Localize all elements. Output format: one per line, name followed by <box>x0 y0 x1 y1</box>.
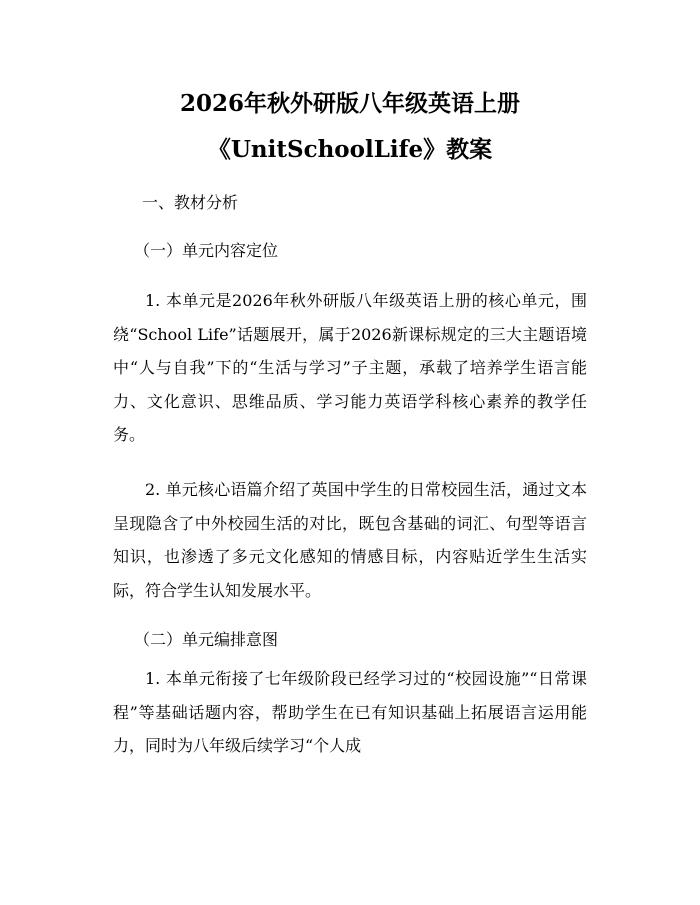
section-heading-textbook-analysis: 一、教材分析 <box>142 193 239 212</box>
subsection-heading-unit-arrangement: （二）单元编排意图 <box>134 630 279 649</box>
paragraph-unit-positioning-1: 1. 本单元是2026年秋外研版八年级英语上册的核心单元，围绕“School Life”话题展开，属于2026新课标规定的三大主题语境中“人与自我”下的“生活与学习”子主题，承载了培养学生语言能力、文化意识、思维品质、学习能力英语学科核心素养的教学任务。 <box>113 291 587 444</box>
paragraph-unit-positioning-2: 2. 单元核心语篇介绍了英国中学生的日常校园生活，通过文本呈现隐含了中外校园生活的对比，既包含基础的词汇、句型等语言知识，也渗透了多元文化感知的情感目标，内容贴近学生生活实际，符合学生认知发展水平。 <box>113 480 587 600</box>
subsection-heading-unit-positioning: （一）单元内容定位 <box>134 241 279 260</box>
document-title-line1: 2026年秋外研版八年级英语上册 <box>179 90 520 117</box>
document-title-line2: 《UnitSchoolLife》教案 <box>207 136 493 163</box>
paragraph-unit-arrangement-1: 1. 本单元衔接了七年级阶段已经学习过的“校园设施”“日常课程”等基础话题内容，帮助学生在已有知识基础上拓展语言运用能力，同时为八年级后续学习“个人成 <box>113 669 587 755</box>
